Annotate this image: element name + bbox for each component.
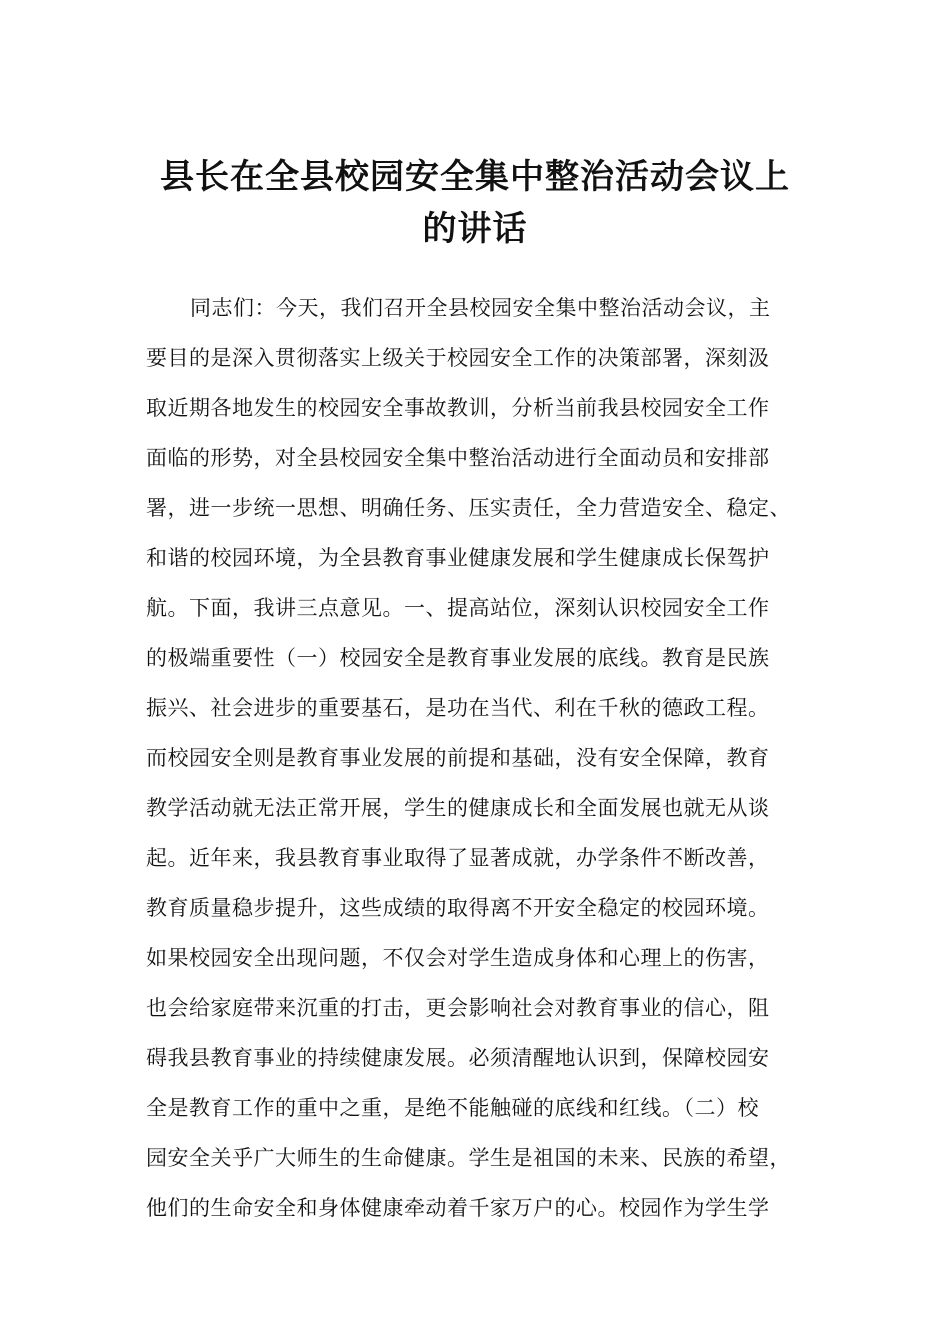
speech-body	[146, 283, 826, 1233]
body-line: 振兴、社会进步的重要基石，是功在当代、利在千秋的德政工程。	[146, 696, 770, 720]
body-line: 起。近年来，我县教育事业取得了显著成就，办学条件不断改善，	[146, 846, 770, 870]
body-line: 要目的是深入贯彻落实上级关于校园安全工作的决策部署，深刻汲	[146, 346, 770, 370]
body-line: 同志们：今天，我们召开全县校园安全集中整治活动会议，主	[190, 296, 771, 320]
body-line: 他们的生命安全和身体健康牵动着千家万户的心。校园作为学生学	[146, 1196, 770, 1220]
body-line: 如果校园安全出现问题，不仅会对学生造成身体和心理上的伤害，	[146, 946, 770, 970]
body-line: 碍我县教育事业的持续健康发展。必须清醒地认识到，保障校园安	[146, 1046, 770, 1070]
body-line: 面临的形势，对全县校园安全集中整治活动进行全面动员和安排部	[146, 446, 770, 470]
body-line: 署，进一步统一思想、明确任务、压实责任，全力营造安全、稳定、	[146, 496, 791, 520]
body-line: 而校园安全则是教育事业发展的前提和基础，没有安全保障，教育	[146, 746, 770, 770]
body-line: 园安全关乎广大师生的生命健康。学生是祖国的未来、民族的希望，	[146, 1146, 791, 1170]
body-line: 也会给家庭带来沉重的打击，更会影响社会对教育事业的信心，阻	[146, 996, 770, 1020]
body-line: 和谐的校园环境，为全县教育事业健康发展和学生健康成长保驾护	[146, 546, 770, 570]
title-line-2: 的讲话	[422, 208, 528, 249]
title-line-1: 县长在全县校园安全集中整治活动会议上	[160, 156, 790, 197]
body-line: 航。下面，我讲三点意见。一、提高站位，深刻认识校园安全工作	[146, 596, 770, 620]
body-line: 全是教育工作的重中之重，是绝不能触碰的底线和红线。（二）校	[146, 1096, 759, 1120]
body-line: 取近期各地发生的校园安全事故教训，分析当前我县校园安全工作	[146, 396, 770, 420]
body-line: 教学活动就无法正常开展，学生的健康成长和全面发展也就无从谈	[146, 796, 770, 820]
body-line: 教育质量稳步提升，这些成绩的取得离不开安全稳定的校园环境。	[146, 896, 770, 920]
document-title	[120, 151, 830, 255]
body-line: 的极端重要性（一）校园安全是教育事业发展的底线。教育是民族	[146, 646, 770, 670]
